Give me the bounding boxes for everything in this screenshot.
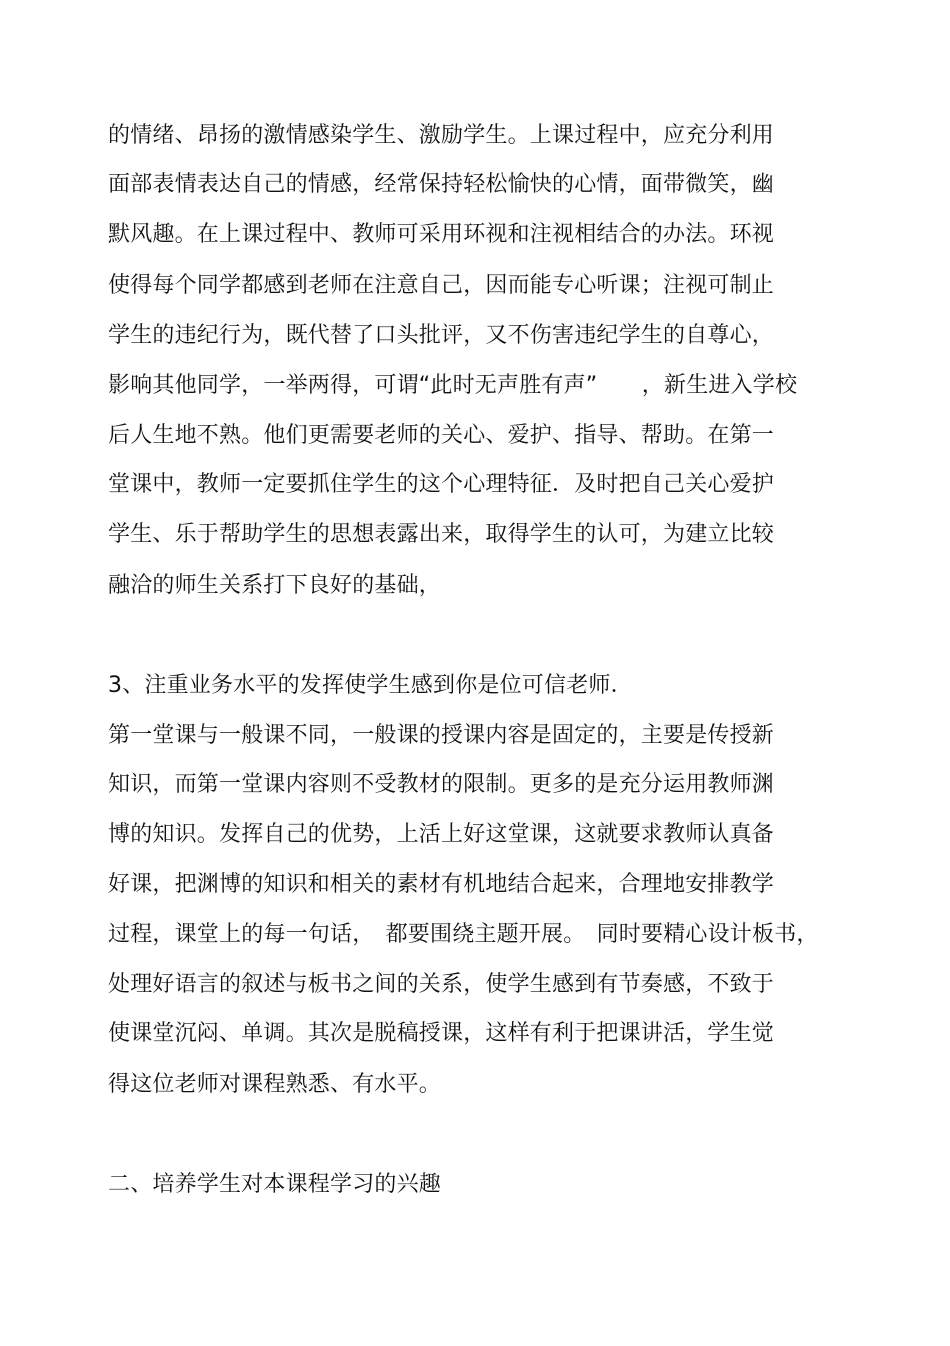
section-heading: 3、注重业务水平的发挥使学生感到你是位可信老师．: [108, 673, 633, 698]
paragraph-line: 堂课中，教师一定要抓住学生的这个心理特征．及时把自己关心爱护: [108, 472, 775, 497]
paragraph-line: 使课堂沉闷、单调。其次是脱稿授课，这样有利于把课讲活，学生觉: [108, 1021, 775, 1046]
paragraph-line: 博的知识。发挥自己的优势，上活上好这堂课，这就要求教师认真备: [108, 822, 775, 847]
paragraph-line: 知识，而第一堂课内容则不受教材的限制。更多的是充分运用教师渊: [108, 772, 775, 797]
paragraph-line: 后人生地不熟。他们更需要老师的关心、爱护、指导、帮助。在第一: [108, 423, 775, 448]
paragraph-line: 使得每个同学都感到老师在注意自己，因而能专心听课；注视可制止: [108, 273, 775, 298]
paragraph-line: 过程，课堂上的每一句话， 都要围绕主题开展。 同时要精心设计板书，: [108, 922, 819, 947]
paragraph-line: 得这位老师对课程熟悉、有水平。: [108, 1072, 442, 1097]
paragraph-line: 的情绪、昂扬的激情感染学生、激励学生。上课过程中，应充分利用: [108, 123, 775, 148]
paragraph-line: 第一堂课与一般课不同，一般课的授课内容是固定的，主要是传授新: [108, 723, 775, 748]
paragraph-line: 学生的违纪行为，既代替了口头批评，又不伤害违纪学生的自尊心，: [108, 323, 775, 348]
paragraph-line: 好课，把渊博的知识和相关的素材有机地结合起来，合理地安排教学: [108, 872, 775, 897]
paragraph-line: 处理好语言的叙述与板书之间的关系，使学生感到有节奏感，不致于: [108, 972, 775, 997]
paragraph-line: 融洽的师生关系打下良好的基础，: [108, 573, 442, 598]
paragraph-line: 学生、乐于帮助学生的思想表露出来，取得学生的认可，为建立比较: [108, 522, 775, 547]
paragraph-line: 影响其他同学，一举两得，可谓“此时无声胜有声” ，新生进入学校: [108, 373, 798, 398]
paragraph-line: 默风趣。在上课过程中、教师可采用环视和注视相结合的办法。环视: [108, 222, 775, 247]
section-heading: 二、培养学生对本课程学习的兴趣: [108, 1172, 442, 1197]
paragraph-line: 面部表情表达自己的情感，经常保持轻松愉快的心情，面带微笑，幽: [108, 172, 775, 197]
